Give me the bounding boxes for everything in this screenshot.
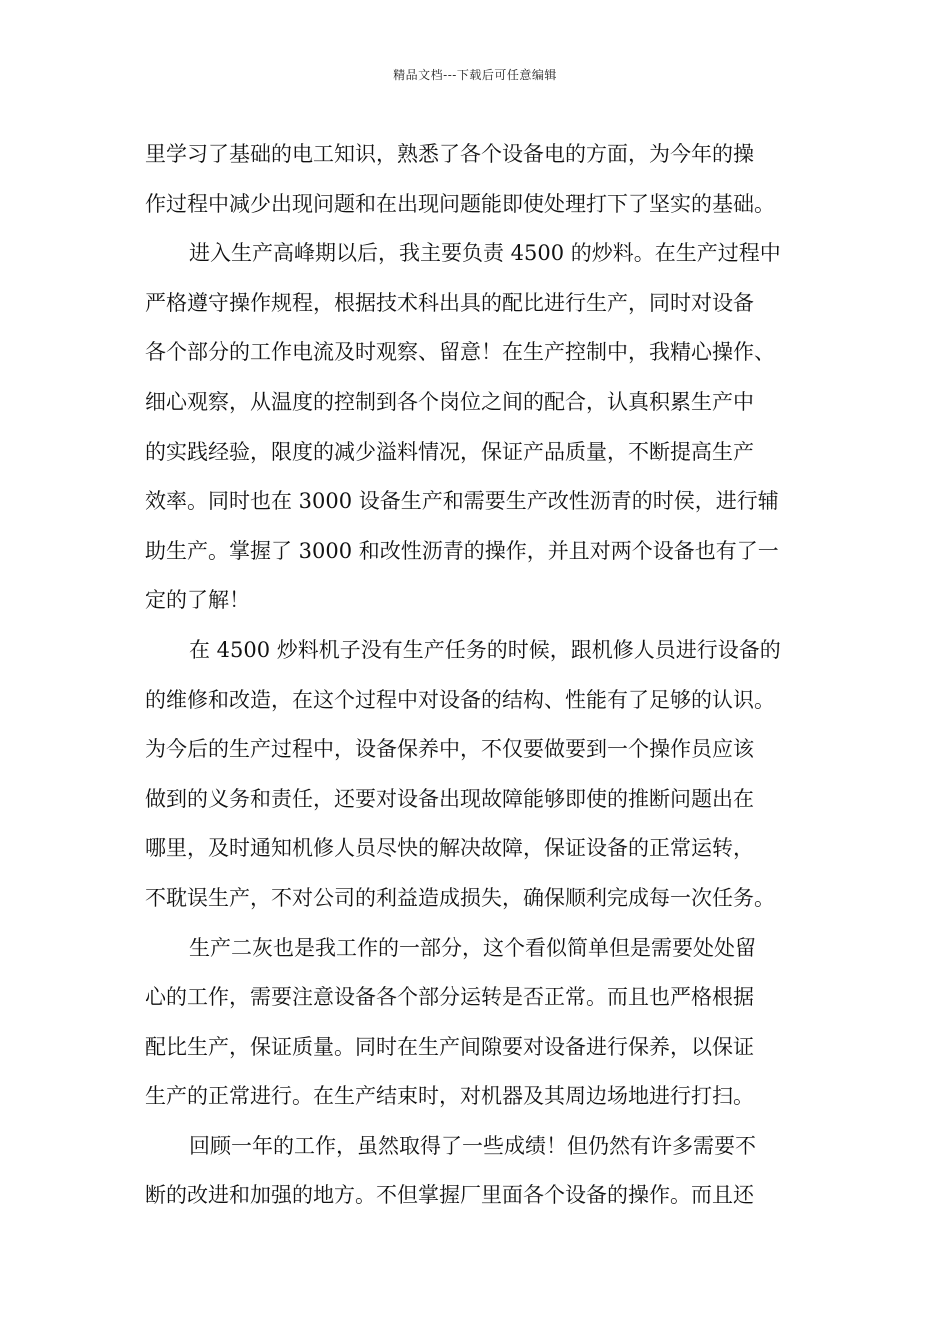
text-line: 进入生产高峰期以后，我主要负责 4500 的炒料。在生产过程中 [189,241,781,266]
header-note: 精品文档---下载后可任意编辑 [393,68,557,82]
text-line: 细心观察，从温度的控制到各个岗位之间的配合，认真积累生产中 [145,389,754,414]
text-line: 不耽误生产，不对公司的利益造成损失，确保顺利完成每一次任务。 [145,885,775,910]
text-line: 生产二灰也是我工作的一部分，这个看似简单但是需要处处留 [189,935,756,960]
text-line: 生产的正常进行。在生产结束时，对机器及其周边场地进行打扫。 [145,1084,754,1109]
text-line: 为今后的生产过程中，设备保养中，不仅要做要到一个操作员应该 [145,737,754,762]
document-body [145,130,810,1221]
text-line: 回顾一年的工作，虽然取得了一些成绩！但仍然有许多需要不 [189,1133,756,1158]
text-line: 各个部分的工作电流及时观察、留意！在生产控制中，我精心操作、 [145,340,775,365]
text-line: 在 4500 炒料机子没有生产任务的时候，跟机修人员进行设备的 [189,637,781,662]
text-line: 效率。同时也在 3000 设备生产和需要生产改性沥青的时侯，进行辅 [145,489,779,514]
text-line: 严格遵守操作规程，根据技术科出具的配比进行生产，同时对设备 [145,290,754,315]
text-line: 哪里，及时通知机修人员尽快的解决故障，保证设备的正常运转， [145,836,754,861]
text-line: 的维修和改造，在这个过程中对设备的结构、性能有了足够的认识。 [145,687,775,712]
text-line: 的实践经验，限度的减少溢料情况，保证产品质量，不断提高生产 [145,439,754,464]
text-line: 断的改进和加强的地方。不但掌握厂里面各个设备的操作。而且还 [145,1183,754,1208]
text-line: 心的工作，需要注意设备各个部分运转是否正常。而且也严格根据 [145,985,754,1010]
text-line: 里学习了基础的电工知识，熟悉了各个设备电的方面，为今年的操 [145,142,754,166]
text-line: 配比生产，保证质量。同时在生产间隙要对设备进行保养，以保证 [145,1034,754,1059]
text-line: 做到的义务和责任，还要对设备出现故障能够即使的推断问题出在 [145,786,754,811]
text-line: 作过程中减少出现问题和在出现问题能即使处理打下了坚实的基础。 [145,191,775,216]
text-line: 定的了解！ [145,588,250,613]
text-line: 助生产。掌握了 3000 和改性沥青的操作，并且对两个设备也有了一 [145,538,779,563]
